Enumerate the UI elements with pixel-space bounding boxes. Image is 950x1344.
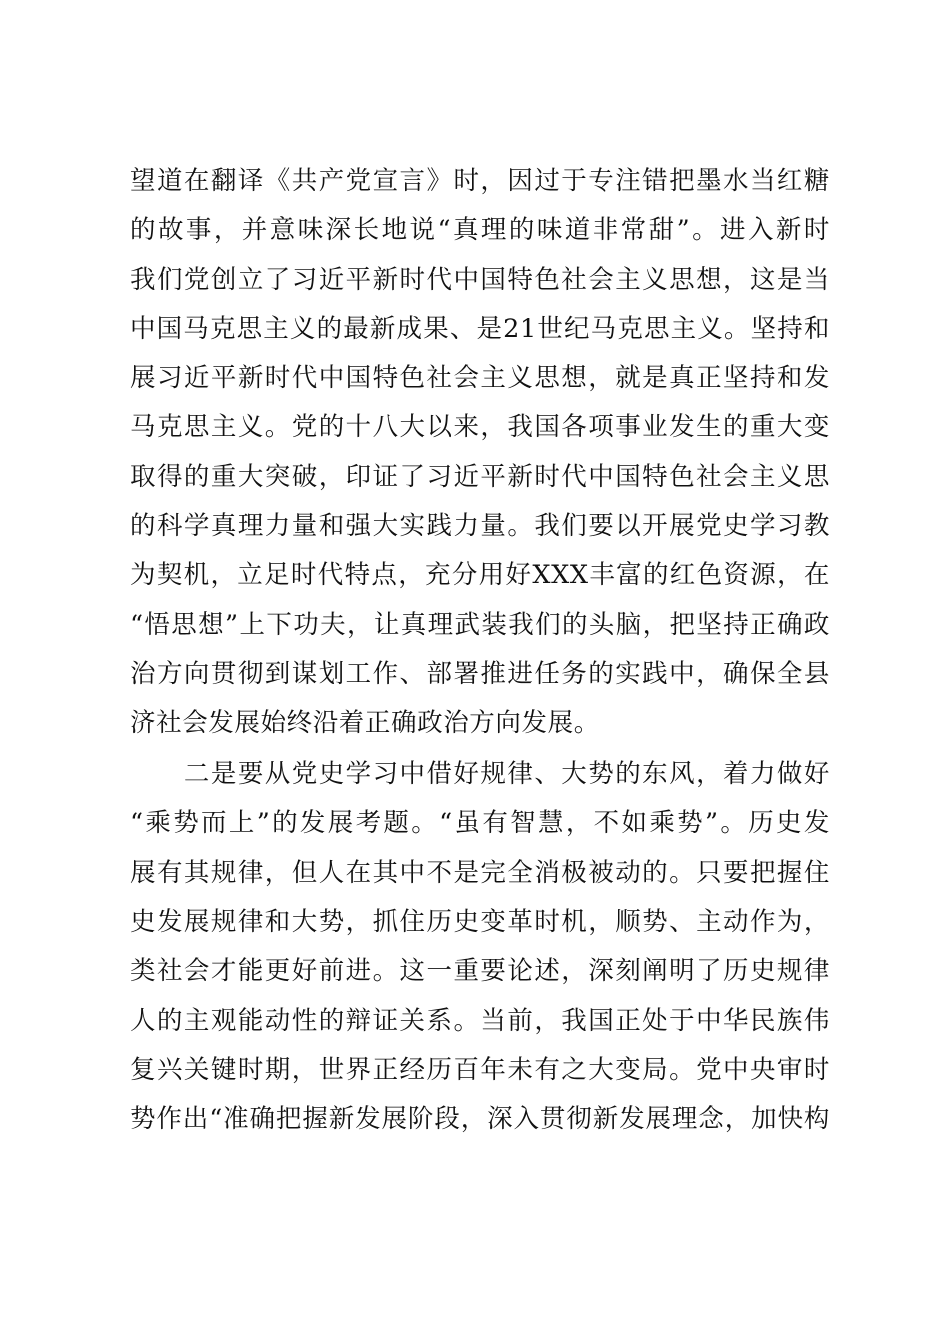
text-line: 展有其规律，但人在其中不是完全消极被动的。只要把握住 (130, 857, 830, 888)
text-line: 类社会才能更好前进。这一重要论述，深刻阐明了历史规律 (130, 956, 830, 987)
text-line: 马克思主义。党的十八大以来，我国各项事业发生的重大变 (130, 412, 830, 443)
paragraph-1 (130, 157, 830, 749)
text-line: 人的主观能动性的辩证关系。当前，我国正处于中华民族伟 (130, 1005, 830, 1036)
text-line: 治方向贯彻到谋划工作、部署推进任务的实践中，确保全县 (130, 658, 830, 689)
text-line: 为契机，立足时代特点，充分用好XXX丰富的红色资源，在 (130, 560, 830, 591)
text-line: “悟思想”上下功夫，让真理武装我们的头脑，把坚持正确政 (130, 609, 830, 640)
text-line: 中国马克思主义的最新成果、是21世纪马克思主义。坚持和 (130, 313, 830, 344)
text-line: “乘势而上”的发展考题。“虽有智慧，不如乘势”。历史发 (130, 808, 830, 839)
text-line: 我们党创立了习近平新时代中国特色社会主义思想，这是当 (130, 264, 830, 295)
text-line: 的科学真理力量和强大实践力量。我们要以开展党史学习教 (130, 511, 830, 542)
text-line-indented: 二是要从党史学习中借好规律、大势的东风，着力做好 (130, 759, 830, 790)
paragraph-2 (130, 750, 830, 1144)
body-text (130, 157, 830, 1144)
text-line: 复兴关键时期，世界正经历百年未有之大变局。党中央审时 (130, 1054, 830, 1085)
text-line: 史发展规律和大势，抓住历史变革时机，顺势、主动作为， (130, 906, 830, 937)
text-line: 的故事，并意味深长地说“真理的味道非常甜”。进入新时 (130, 215, 830, 246)
text-line: 势作出“准确把握新发展阶段，深入贯彻新发展理念，加快构 (130, 1104, 830, 1135)
text-line: 望道在翻译《共产党宣言》时，因过于专注错把墨水当红糖 (130, 166, 830, 196)
text-line-last: 济社会发展始终沿着正确政治方向发展。 (130, 708, 600, 739)
text-line: 展习近平新时代中国特色社会主义思想，就是真正坚持和发 (130, 363, 830, 394)
text-line: 取得的重大突破，印证了习近平新时代中国特色社会主义思 (130, 461, 830, 492)
